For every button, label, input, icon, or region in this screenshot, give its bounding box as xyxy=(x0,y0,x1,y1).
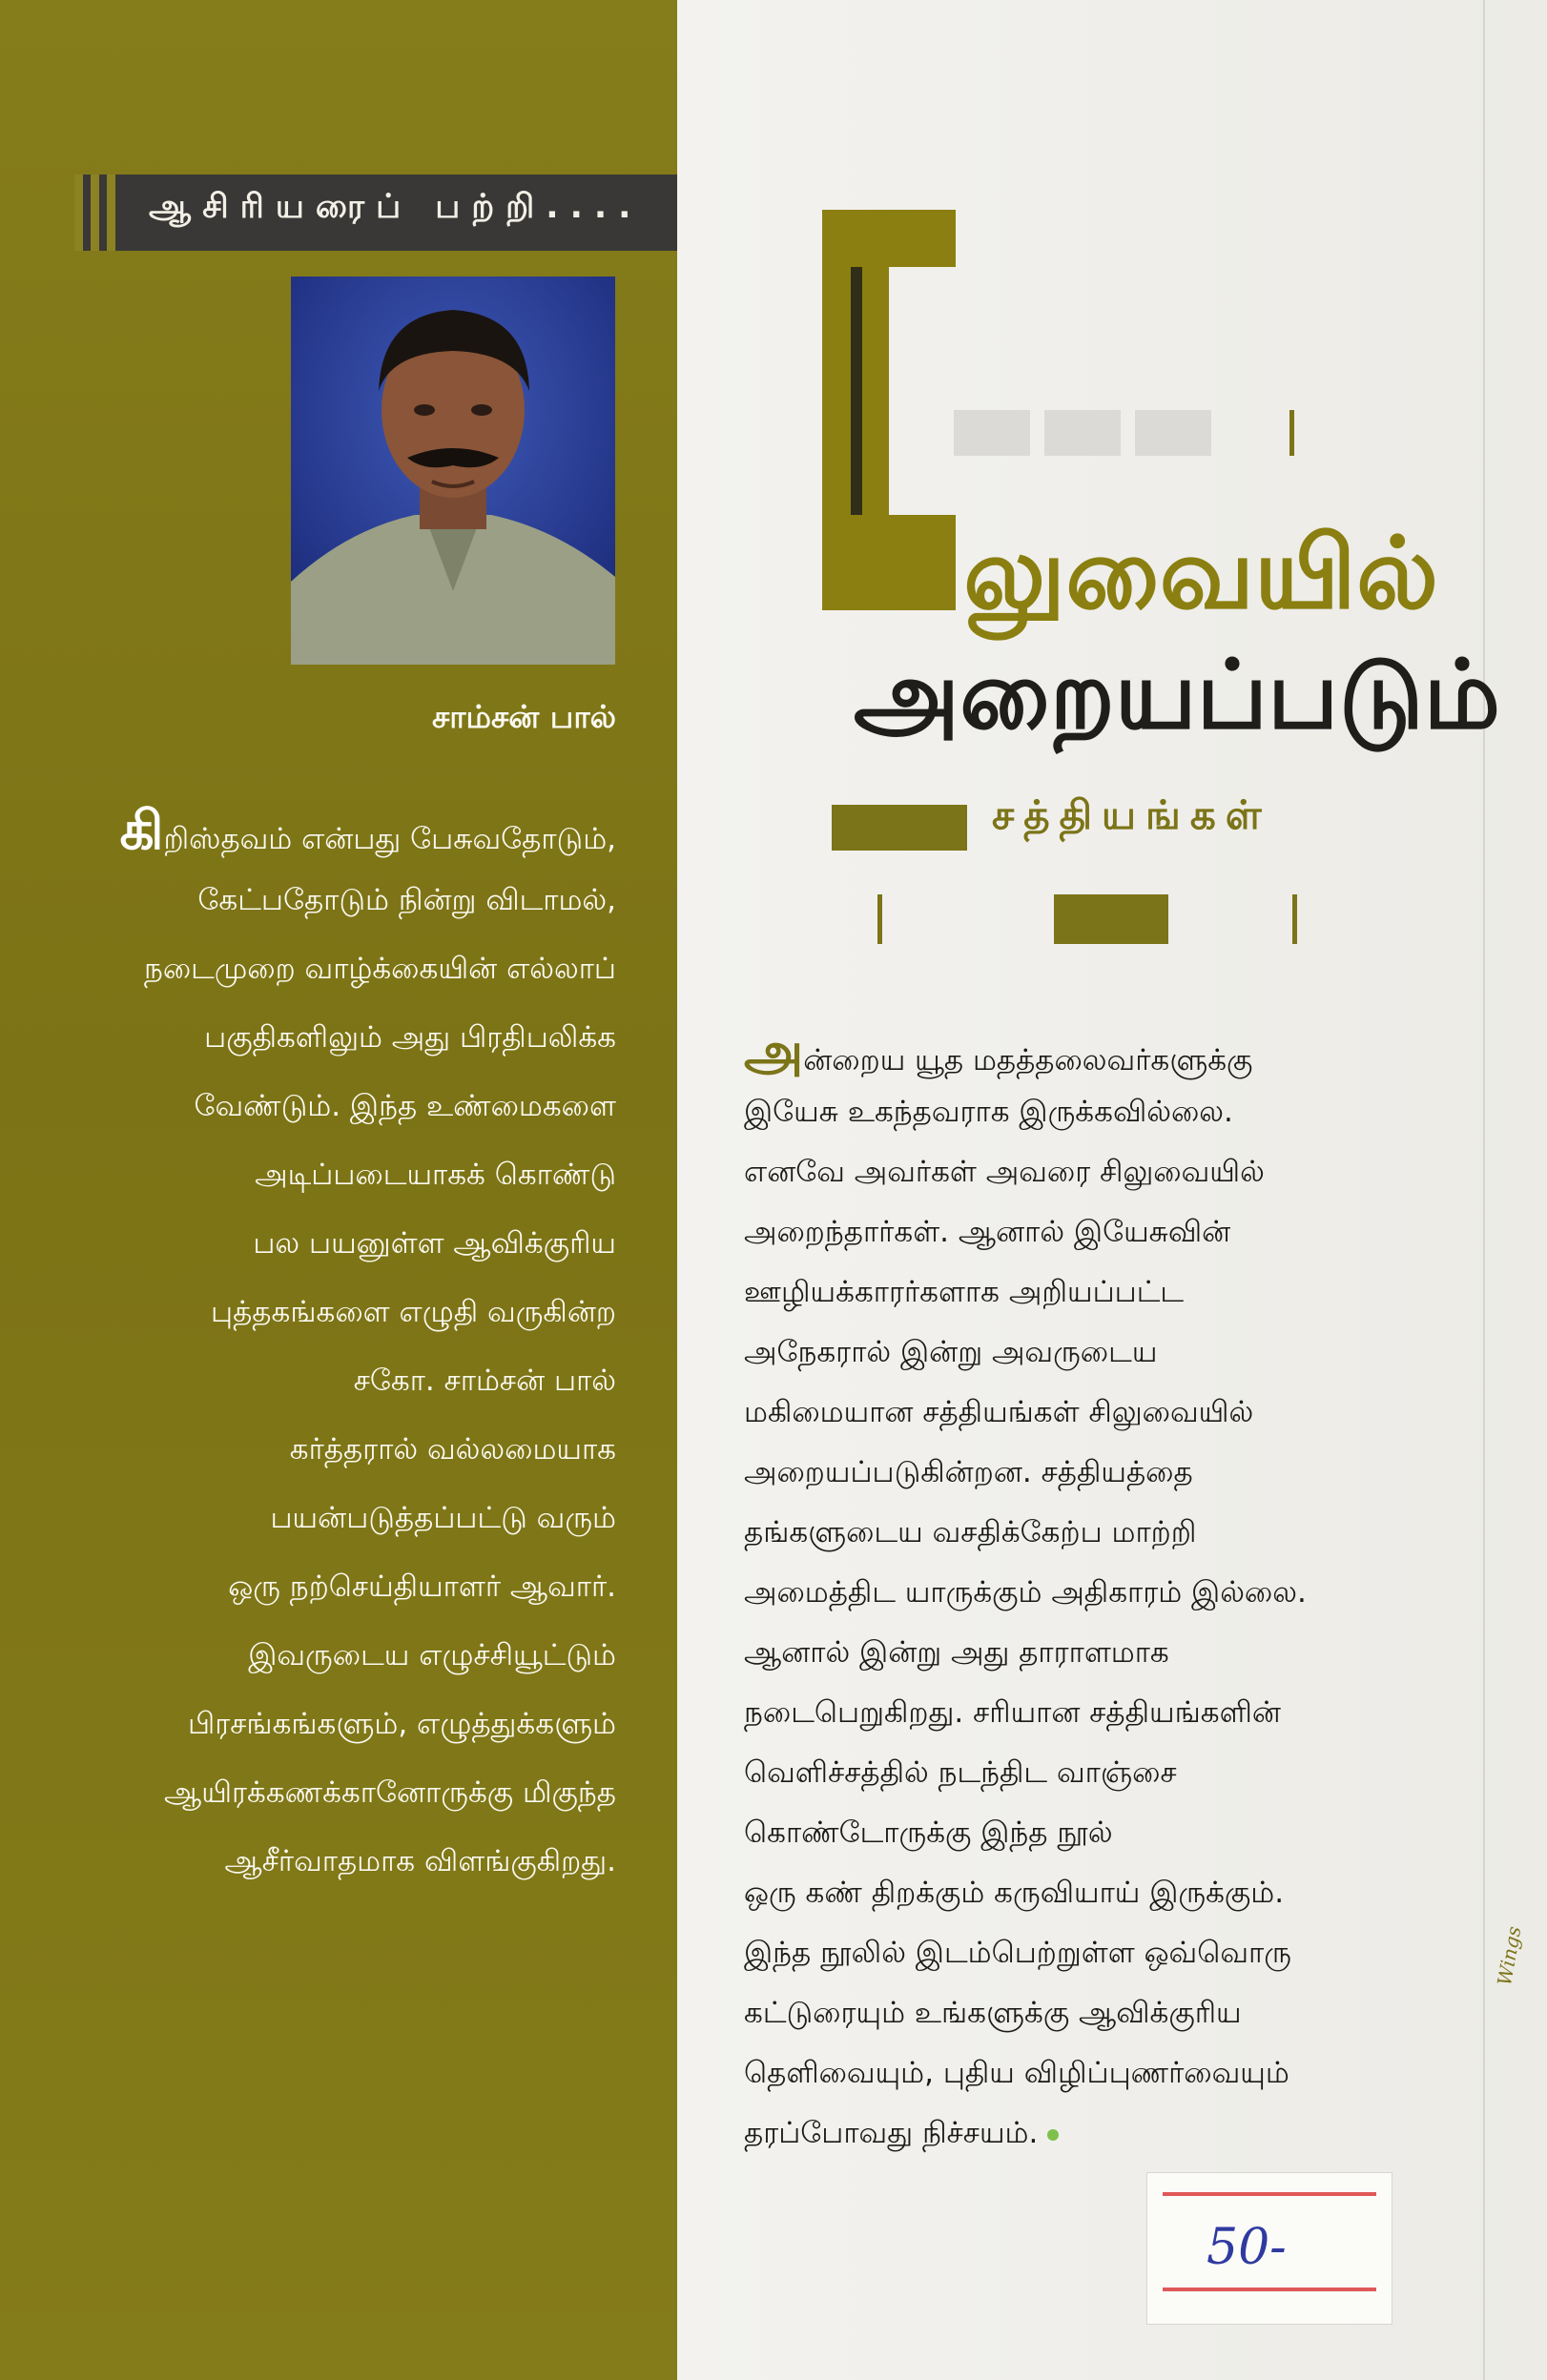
title-decoration-block xyxy=(1054,894,1168,944)
author-bio xyxy=(86,797,616,1896)
price-label: 50- xyxy=(1207,2219,1287,2276)
about-author-header xyxy=(74,174,677,251)
description-line: இந்த நூலில் இடம்பெற்றுள்ள ஒவ்வொரு xyxy=(744,1936,1291,1970)
bio-line: பகுதிகளிலும் அது பிரதிபலிக்க xyxy=(204,1020,616,1055)
title-decoration-block xyxy=(832,805,967,851)
author-name: சாம்சன் பால் xyxy=(431,698,616,735)
bio-line: வேண்டும். இந்த உண்மைகளை xyxy=(194,1089,616,1123)
title-line-2: அறையப்படும் xyxy=(854,639,1501,750)
description-line: கட்டுரையும் உங்களுக்கு ஆவிக்குரிய xyxy=(744,1996,1242,2030)
title-line-3: சத்தியங்கள் xyxy=(992,791,1271,838)
bio-line: பயன்படுத்தப்பட்டு வரும் xyxy=(270,1501,616,1535)
description-line: வெளிச்சத்தில் நடந்திட வாஞ்சை xyxy=(744,1755,1177,1790)
about-author-title: ஆசிரியரைப் பற்றி.... xyxy=(149,188,643,226)
bio-line: புத்தகங்களை எழுதி வருகின்ற xyxy=(211,1295,616,1329)
description-line: அமைத்திட யாருக்கும் அதிகாரம் இல்லை. xyxy=(744,1575,1307,1610)
description-line: தெளிவையும், புதிய விழிப்புணர்வையும் xyxy=(744,2056,1289,2090)
description-line: மகிமையான சத்தியங்கள் சிலுவையில் xyxy=(744,1395,1254,1429)
bio-line: நடைமுறை வாழ்க்கையின் எல்லாப் xyxy=(143,952,616,986)
title-decoration-gray xyxy=(1135,410,1211,456)
description-line: அநேகரால் இன்று அவருடைய xyxy=(744,1335,1158,1369)
description-line: ஊழியக்காரர்களாக அறியப்பட்ட xyxy=(744,1275,1185,1309)
spine-fold xyxy=(1483,0,1485,2380)
description-line: நடைபெறுகிறது. சரியான சத்தியங்களின் xyxy=(744,1695,1281,1730)
bio-line: பிரசங்கங்களும், எழுத்துக்களும் xyxy=(187,1707,616,1741)
price-sticker xyxy=(1146,2172,1392,2325)
header-stripe xyxy=(107,174,115,251)
bio-line: கிறிஸ்தவம் என்பது பேசுவதோடும், xyxy=(119,800,616,862)
description-line: தரப்போவது நிச்சயம். xyxy=(744,2103,1431,2164)
description-line: ஒரு கண் திறக்கும் கருவியாய் இருக்கும். xyxy=(744,1876,1285,1910)
end-mark-dot-icon xyxy=(1047,2129,1059,2141)
description-line: எனவே அவர்கள் அவரை சிலுவையில் xyxy=(744,1155,1265,1189)
bio-drop-cap: கி xyxy=(119,800,164,862)
description-line: தங்களுடைய வசதிக்கேற்ப மாற்றி xyxy=(744,1515,1197,1549)
header-stripe xyxy=(91,174,99,251)
description-line: அறைந்தார்கள். ஆனால் இயேசுவின் xyxy=(744,1215,1231,1249)
title-decoration-gray xyxy=(1044,410,1121,456)
book-description xyxy=(744,1022,1431,2164)
description-line: கொண்டோருக்கு இந்த நூல் xyxy=(744,1816,1113,1850)
bio-line: அடிப்படையாகக் கொண்டு xyxy=(255,1158,616,1192)
sticker-rule xyxy=(1163,2192,1376,2196)
bio-line: ஆசீர்வாதமாக விளங்குகிறது. xyxy=(224,1844,616,1878)
bio-line: இவருடைய எழுச்சியூட்டும் xyxy=(248,1638,616,1672)
description-line: ஆனால் இன்று அது தாராளமாக xyxy=(744,1635,1169,1670)
author-panel xyxy=(0,0,677,2380)
bio-line: கர்த்தரால் வல்லமையாக xyxy=(289,1432,616,1467)
bio-line: பல பயனுள்ள ஆவிக்குரிய xyxy=(253,1226,616,1261)
author-photo xyxy=(291,277,615,665)
description-line: அன்றைய யூத மதத்தலைவர்களுக்கு xyxy=(744,1021,1253,1083)
title-line-1: லுவையில் xyxy=(963,515,1439,631)
title-big-letter-graphic xyxy=(822,200,956,620)
bio-line: ஒரு நற்செய்தியாளர் ஆவார். xyxy=(228,1570,616,1604)
title-decoration-tick xyxy=(877,894,882,944)
title-decoration-tick xyxy=(1292,894,1297,944)
title-decoration-tick xyxy=(1289,410,1294,456)
description-drop-cap: அ xyxy=(744,1021,804,1083)
header-stripe xyxy=(74,174,83,251)
description-line: இயேசு உகந்தவராக இருக்கவில்லை. xyxy=(744,1095,1233,1129)
bio-line: சகோ. சாம்சன் பால் xyxy=(353,1364,616,1398)
bio-line: கேட்பதோடும் நின்று விடாமல், xyxy=(197,883,616,917)
bio-line: ஆயிரக்கணக்கானோருக்கு மிகுந்த xyxy=(163,1775,616,1810)
sticker-rule xyxy=(1163,2288,1376,2291)
title-decoration-gray xyxy=(954,410,1030,456)
description-line: அறையப்படுகின்றன. சத்தியத்தை xyxy=(744,1455,1193,1489)
